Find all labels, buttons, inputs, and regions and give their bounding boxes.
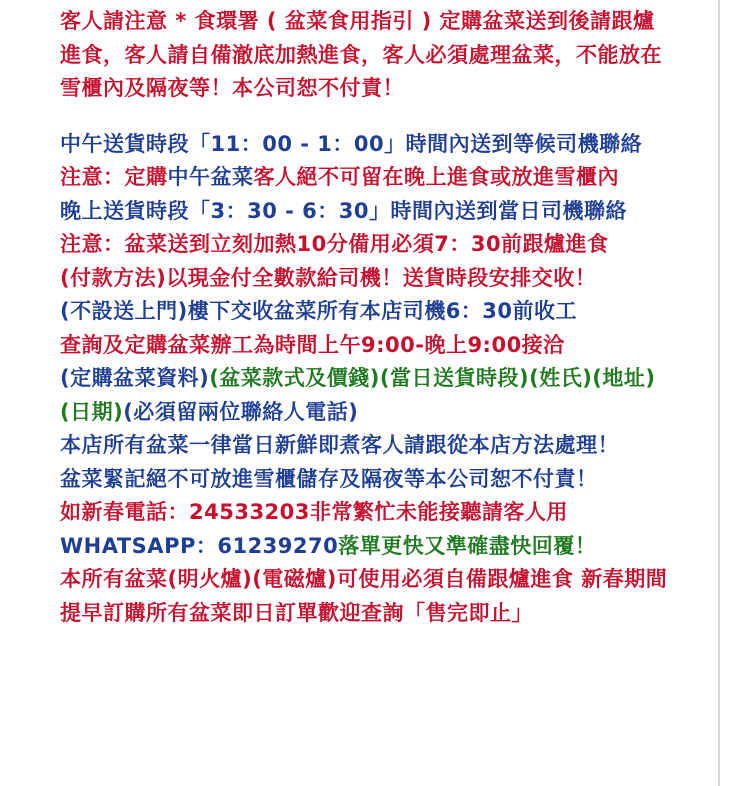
page-border-line (718, 0, 720, 786)
order-info-items: (盆菜款式及價錢)(當日送貨時段)(姓氏)(地址)(日期) (60, 366, 656, 424)
no-fridge-line: 盆菜緊記絕不可放進雪櫃儲存及隔夜等本公司恕不付責！ (60, 466, 598, 491)
office-hours-line: 查詢及定購盆菜辦工為時間上午9:00-晚上9:00接洽 (60, 332, 565, 357)
stove-line: 本所有盆菜(明火爐)(電磁爐)可使用必須自備跟爐進食 新春期間提早訂購所有盆菜即日訂單歡迎查詢「售完即止」 (60, 567, 668, 625)
whatsapp-note: 落單更快又準確盡快回覆！ (338, 533, 597, 558)
noon-warning-rest: 客人絕不可留在晚上進食或放進雪櫃內 (253, 165, 619, 189)
order-info-contact: (必須留兩位聯絡人電話) (123, 399, 359, 424)
noon-warning-line (60, 161, 670, 195)
order-info-prefix: (定購盆菜資料) (60, 366, 210, 390)
noon-warning-highlight: 中午盆菜 (167, 165, 254, 189)
noon-delivery-line: 中午送貨時段「11：00 - 1：00」時間內送到等候司機聯絡 (60, 131, 643, 156)
pickup-line: (不設送上門)樓下交收盆菜所有本店司機6：30前收工 (60, 299, 578, 323)
heating-warning-line: 注意：盆菜送到立刻加熱10分備用必須7：30前跟爐進食 (60, 232, 609, 256)
spacer (60, 106, 670, 128)
whatsapp-number: WHATSAPP：61239270 (60, 533, 339, 558)
payment-method-line: (付款方法)以現金付全數款給司機！送貨時段安排交收！ (60, 265, 597, 290)
phone-line: 如新春電話：24533203非常繁忙未能接聽請客人用 (60, 500, 568, 524)
fresh-cooked-line: 本店所有盆菜一律當日新鮮即煮客人請跟從本店方法處理！ (60, 433, 619, 457)
order-info-line (60, 362, 670, 429)
notice-content (60, 5, 670, 630)
noon-warning-prefix: 注意：定購 (60, 165, 168, 189)
whatsapp-line (60, 530, 670, 564)
warning-paragraph: 客人請注意 * 食環署 ( 盆菜食用指引 ) 定購盆菜送到後請跟爐進食，客人請自備澈底加熱進食，客人必須處理盆菜，不能放在雪櫃內及隔夜等！本公司恕不付責！ (60, 9, 662, 100)
evening-delivery-line: 晚上送貨時段「3：30 - 6：30」時間內送到當日司機聯絡 (60, 198, 628, 223)
